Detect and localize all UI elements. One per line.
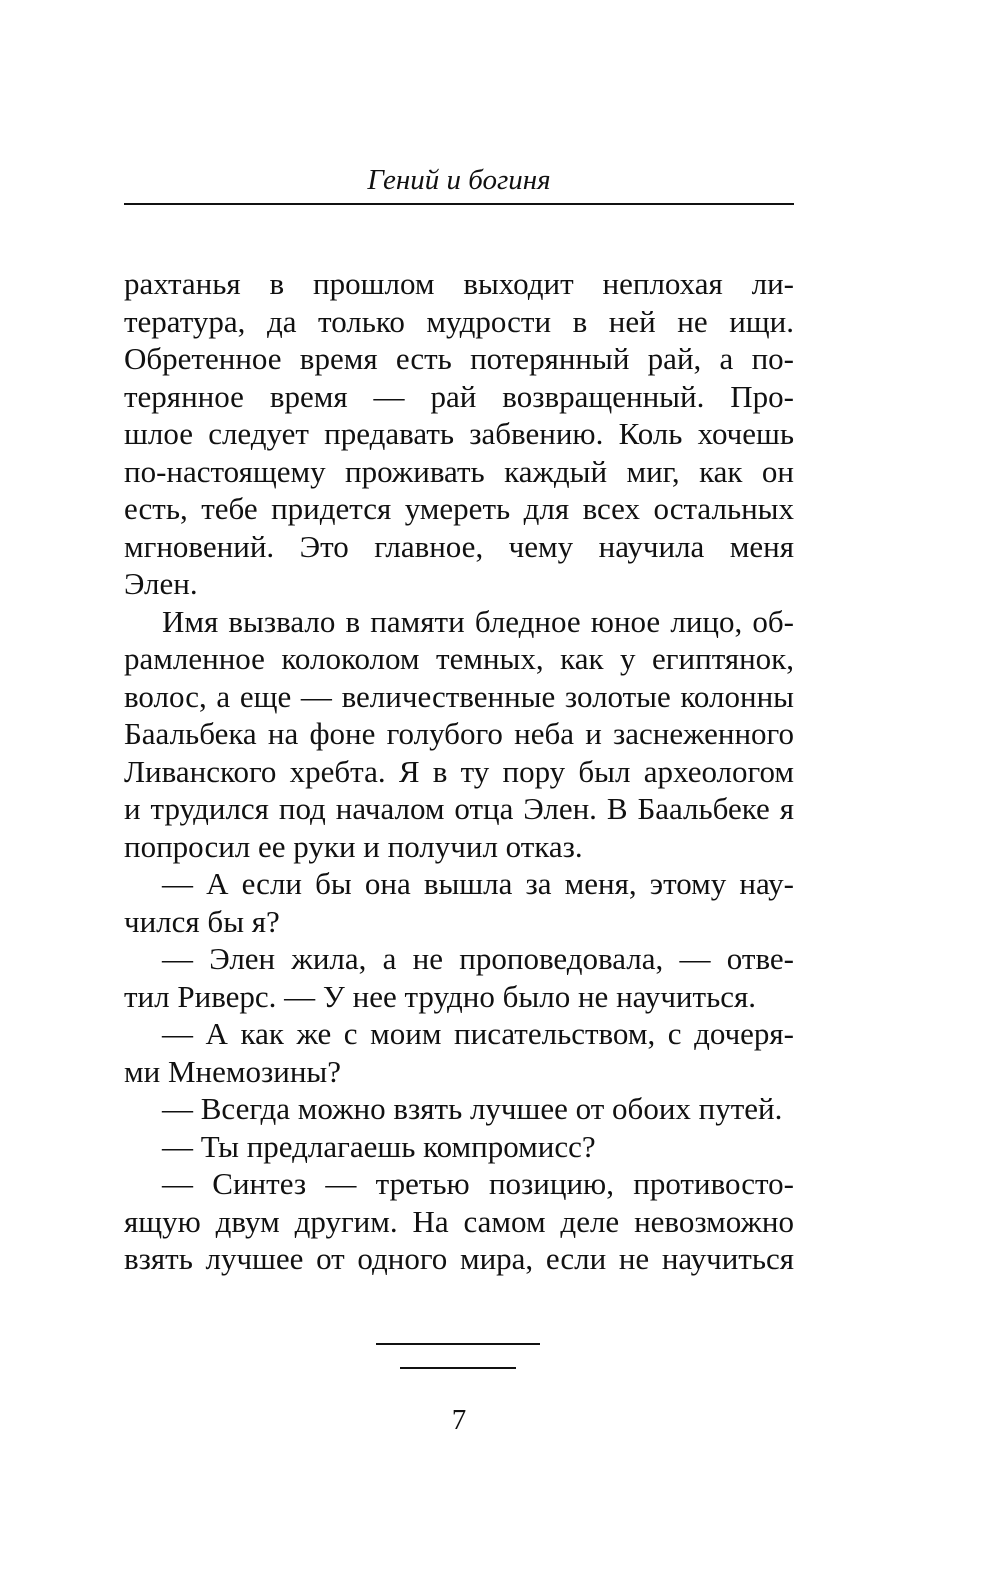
text-line: — Ты предлагаешь компромисс? — [162, 1128, 596, 1164]
page-number: 7 — [451, 1404, 467, 1436]
text-line: — Элен жила, а не проповедовала, — отве- — [162, 941, 794, 976]
text-line: чился бы я? — [124, 903, 280, 939]
body-text — [124, 265, 794, 1278]
text-line: Имя вызвало в памяти бледное юное лицо, об- — [162, 603, 794, 639]
text-line: есть, тебе придется умереть для всех остальных — [124, 491, 794, 526]
text-line: ящую двум другим. На самом деле невозможно — [124, 1203, 794, 1239]
text-line: шлое следует предавать забвению. Коль хочешь — [124, 416, 794, 451]
text-line: — А если бы она вышла за меня, этому нау- — [162, 866, 794, 901]
text-line: тил Риверс. — У нее трудно было не научиться. — [124, 978, 756, 1014]
text-line: Элен. — [124, 566, 198, 601]
text-line: — Всегда можно взять лучшее от обоих путей. — [162, 1091, 783, 1126]
footer-rule-top — [376, 1343, 540, 1345]
text-line: и трудился под началом отца Элен. В Баальбеке я — [124, 791, 794, 826]
text-line: — А как же с моим писательством, с дочеря- — [162, 1016, 794, 1051]
text-line: — Синтез — третью позицию, противосто- — [162, 1166, 794, 1201]
footer-rule-bottom — [400, 1367, 516, 1369]
text-line: рамленное колоколом темных, как у египтянок, — [124, 641, 794, 676]
text-line: терянное время — рай возвращенный. Про- — [124, 378, 794, 414]
text-line: Ливанского хребта. Я в ту пору был археологом — [124, 753, 794, 789]
text-line: рахтанья в прошлом выходит неплохая ли- — [124, 266, 794, 301]
header-rule — [124, 203, 794, 205]
running-head-title: Гений и богиня — [367, 164, 551, 196]
text-line: тература, да только мудрости в ней не ищи. — [124, 303, 794, 339]
text-line: взять лучшее от одного мира, если не научиться — [124, 1241, 794, 1276]
text-line: Баальбека на фоне голубого неба и заснеженного — [124, 716, 794, 751]
text-line: мгновений. Это главное, чему научила меня — [124, 528, 794, 564]
text-line: попросил ее руки и получил отказ. — [124, 828, 583, 864]
text-line: Обретенное время есть потерянный рай, а по- — [124, 341, 794, 376]
text-line: по-настоящему проживать каждый миг, как он — [124, 453, 794, 489]
text-line: волос, а еще — величественные золотые колонны — [124, 678, 794, 714]
text-line: ми Мнемозины? — [124, 1053, 341, 1089]
